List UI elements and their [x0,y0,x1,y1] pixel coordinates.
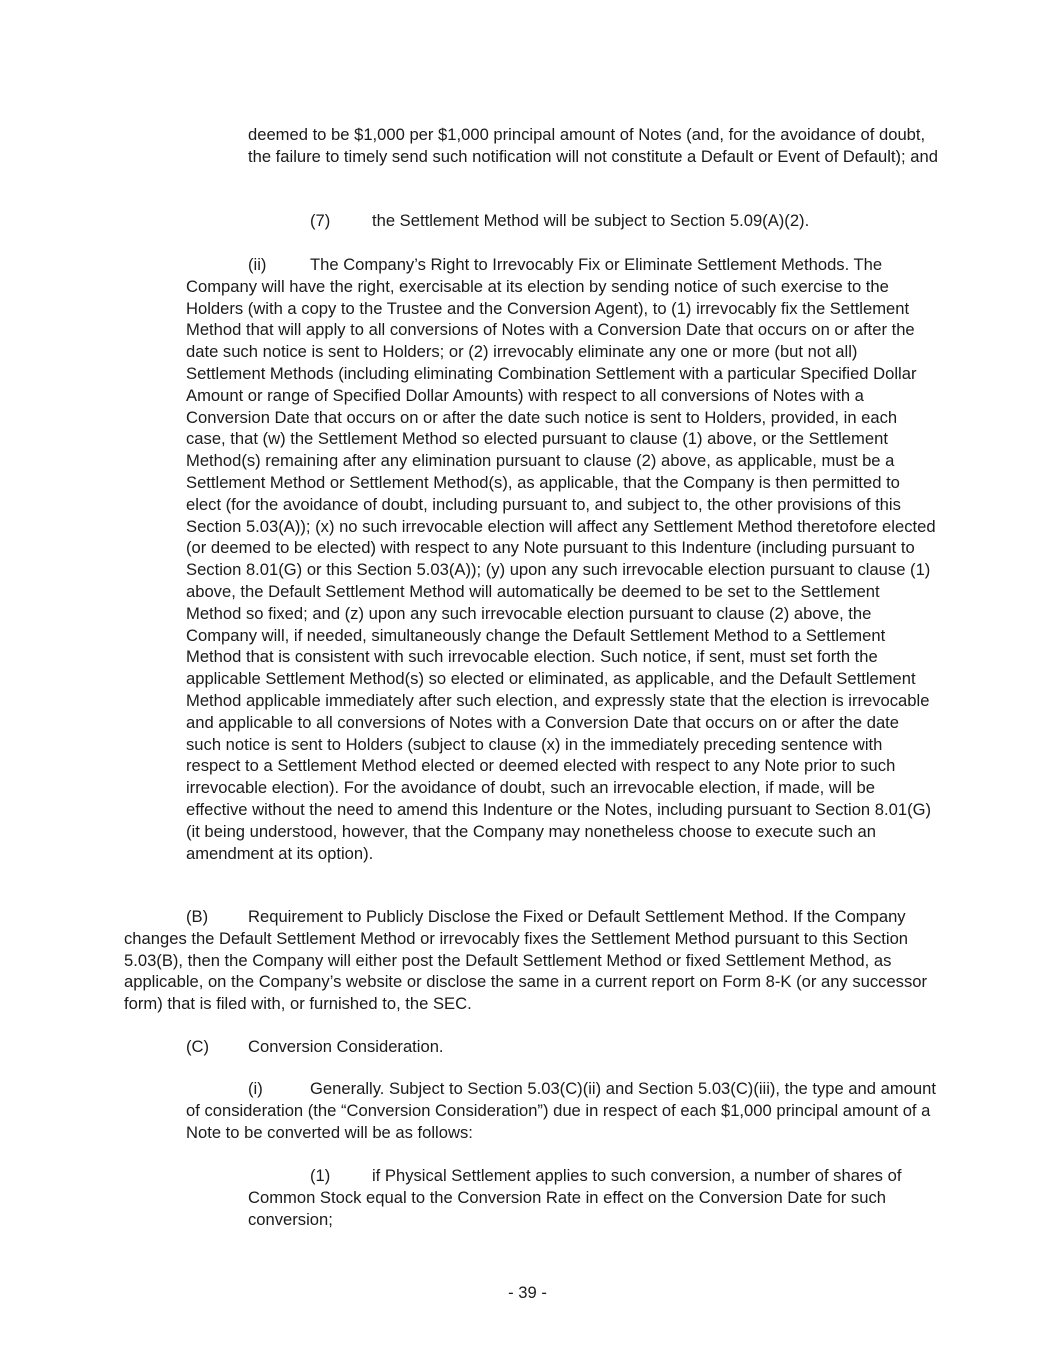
page-number: - 39 - [508,1283,547,1302]
clause-1-text: if Physical Settlement applies to such conversion, a number of shares of Common Stock equal to the Conversion Rate in effect on the Conversion Date for such conversion; [248,1166,902,1229]
clause-B-label: (B) [186,907,209,926]
clause-B [124,906,938,1015]
clause-7-label: (7) [310,211,331,230]
clause-1 [248,1165,938,1230]
clause-i-label: (i) [248,1079,263,1098]
clause-C-label: (C) [186,1037,210,1056]
clause-i [186,1078,938,1143]
clause-ii-text: The Company’s Right to Irrevocably Fix or Eliminate Settlement Methods. The Company will have the right, exercisable at its election by sending notice of such exercise to the Holders (with a copy to the Trustee and the Conversion Agent), to (1) irrevocably fix the Settlement Method that will apply to all conversions of Notes with a Conversion Date that occurs on or after the date such notice is sent to Holders; or (2) irrevocably eliminate any one or more (but not all) Settlement Methods (including eliminating Combination Settlement with a particular Specified Dollar Amount or range of Specified Dollar Amounts) with respect to all conversions of Notes with a Conversion Date that occurs on or after the date such notice is sent to Holders, provided, in each case, that (w) the Settlement Method so elected pursuant to clause (1) above, or the Settlement Method(s) remaining after any elimination pursuant to clause (2) above, as applicable, must be a Settlement Method or Settlement Method(s), as applicable, that the Company is then permitted to elect (for the avoidance of doubt, including pursuant to, and subject to, the other provisions of this Section 5.03(A)); (x) no such irrevocable election will affect any Settlement Method theretofore elected (or deemed to be elected) with respect to any Note pursuant to this Indenture (including pursuant to Section 8.01(G) or this Section 5.03(A)); (y) upon any such irrevocable election pursuant to clause (1) above, the Default Settlement Method will automatically be deemed to be set to the Settlement Method so fixed; and (z) upon any such irrevocable election pursuant to clause (2) above, the Company will, if needed, simultaneously change the Default Settlement Method to a Settlement Method that is consistent with such irrevocable election. Such notice, if sent, must set forth the applicable Settlement Method(s) so elected or eliminated, as applicable, and the Default Settlement Method applicable immediately after such election, and expressly state that the election is irrevocable and applicable to all conversions of Notes with a Conversion Date that occurs on or after the date such notice is sent to Holders (subject to clause (x) in the immediately preceding sentence with respect to a Settlement Method elected or deemed elected with respect to any Note prior to such irrevocable election). For the avoidance of doubt, such an irrevocable election, if made, will be effective without the need to amend this Indenture or the Notes, including pursuant to Section 8.01(G) (it being understood, however, that the Company may nonetheless choose to execute such an amendment at its option). [186,255,936,863]
clause-C [186,1036,938,1058]
paragraph-continuation: deemed to be $1,000 per $1,000 principal amount of Notes (and, for the avoidance of doubt, the failure to timely send such notification will not constitute a Default or Event of Default); and [248,125,938,166]
clause-i-text: Generally. Subject to Section 5.03(C)(ii) and Section 5.03(C)(iii), the type and amount of consideration (the “Conversion Consideration”) due in respect of each $1,000 principal amount of a Note to be converted will be as follows: [186,1079,936,1142]
clause-C-text: Conversion Consideration. [248,1037,444,1056]
clause-7-text: the Settlement Method will be subject to Section 5.09(A)(2). [372,211,810,230]
clause-ii-label: (ii) [248,255,267,274]
clause-ii [186,254,938,864]
clause-B-text: Requirement to Publicly Disclose the Fixed or Default Settlement Method. If the Company changes the Default Settlement Method or irrevocably fixes the Settlement Method pursuant to this Section 5.03(B), then the Company will either post the Default Settlement Method or fixed Settlement Method, as applicable, on the Company’s website or disclose the same in a current report on Form 8-K (or any successor form) that is filed with, or furnished to, the SEC. [124,907,928,1014]
clause-1-label: (1) [310,1166,331,1185]
clause-7 [248,210,938,232]
